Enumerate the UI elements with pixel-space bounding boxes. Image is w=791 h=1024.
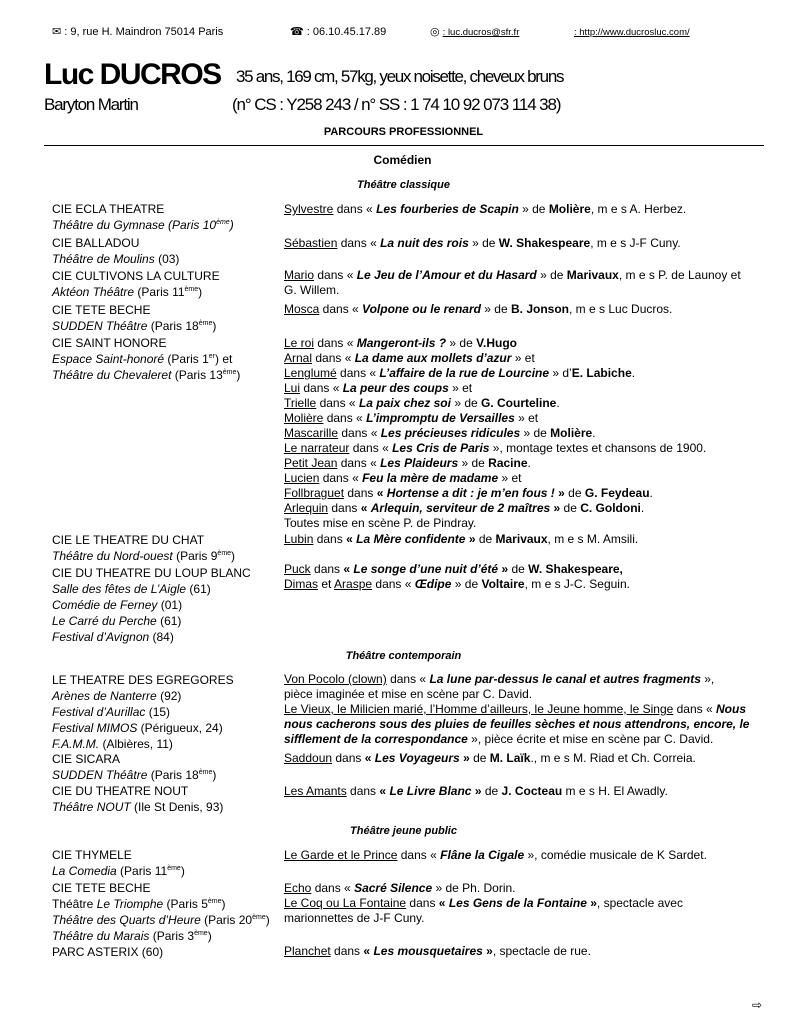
role-theatre-du-chat: Lubin dans « La Mère confidente » de Marivaux, m e s M. Amsili. bbox=[284, 532, 639, 546]
parcours-title: PARCOURS PROFESSIONNEL bbox=[323, 126, 484, 138]
subsection-classique: Théâtre classique bbox=[357, 179, 450, 191]
arrow-right-icon[interactable]: ⇨ bbox=[752, 998, 763, 1012]
actor-description: 35 ans, 169 cm, 57kg, yeux noisette, cheveux bruns bbox=[236, 67, 564, 86]
subsection-contemporain: Théâtre contemporain bbox=[345, 650, 462, 662]
divider bbox=[44, 145, 764, 146]
role-thymele: Le Garde et le Prince dans « Flâne la Cigale », comédie musicale de K Sardet. bbox=[284, 848, 707, 862]
contact-phone: ☎ : 06.10.45.17.89 bbox=[290, 26, 387, 38]
section-title: Comédien bbox=[373, 153, 432, 167]
company-loup-blanc: CIE DU THEATRE DU LOUP BLANC Salle des fêtes de L’Aigle (61) Comédie de Ferney (01) Le Carré du Perche (61) Festival d’Avignon (84) bbox=[52, 566, 251, 644]
company-tete-beche-2: CIE TETE BECHE Théâtre Le Triomphe (Paris 5ème) Théâtre des Quarts d’Heure (Paris 20ème) Théâtre du Marais (Paris 3ème) bbox=[52, 881, 270, 943]
role-balladou: Sébastien dans « La nuit des rois » de W. Shakespeare, m e s J-F Cuny. bbox=[284, 236, 681, 250]
role-tete-beche-1: Mosca dans « Volpone ou le renard » de B. Jonson, m e s Luc Ducros. bbox=[284, 302, 673, 316]
company-sicara: CIE SICARA SUDDEN Théâtre (Paris 18ème) bbox=[52, 752, 217, 782]
role-tete-beche-2: Echo dans « Sacré Silence » de Ph. Dorin. Le Coq ou La Fontaine dans « Les Gens de la Fontaine », spectacle avec marionnettes de J-F Cuny. bbox=[284, 881, 683, 925]
actor-name: Luc DUCROS bbox=[44, 58, 221, 91]
company-cultivons: CIE CULTIVONS LA CULTURE Aktéon Théâtre (Paris 11ème) bbox=[52, 269, 220, 299]
role-nout: Les Amants dans « Le Livre Blanc » de J. Cocteau m e s H. El Awadly. bbox=[284, 784, 668, 798]
company-egregores: LE THEATRE DES EGREGORES Arènes de Nanterre (92) Festival d’Aurillac (15) Festival MIMOS (Périgueux, 24) F.A.M.M. (Albières, 11) bbox=[52, 673, 234, 751]
role-cultivons: Mario dans « Le Jeu de l’Amour et du Hasard » de Marivaux, m e s P. de Launoy et G. Willem. bbox=[284, 268, 741, 297]
telephone-icon: ☎ bbox=[290, 26, 304, 38]
role-loup-blanc: Puck dans « Le songe d’une nuit d’été » de W. Shakespeare, Dimas et Araspe dans « Œdipe » de Voltaire, m e s J-C. Seguin. bbox=[284, 562, 630, 591]
company-saint-honore: CIE SAINT HONORE Espace Saint-honoré (Paris 1er) et Théâtre du Chevaleret (Paris 13ème) bbox=[52, 336, 241, 382]
envelope-icon: ✉ bbox=[52, 26, 62, 38]
company-theatre-du-chat: CIE LE THEATRE DU CHAT Théâtre du Nord-ouest (Paris 9ème) bbox=[52, 533, 236, 563]
role-sicara: Saddoun dans « Les Voyageurs » de M. Laïk., m e s M. Riad et Ch. Correia. bbox=[284, 751, 696, 765]
company-parc-asterix: PARC ASTERIX (60) bbox=[52, 945, 164, 959]
role-ecla: Sylvestre dans « Les fourberies de Scapin » de Molière, m e s A. Herbez. bbox=[284, 202, 687, 216]
role-saint-honore: Le roi dans « Mangeront-ils ? » de V.Hugo Arnal dans « La dame aux mollets d’azur » et Lenglumé dans « L’affaire de la rue de Lourcine » d’E. Labiche. Lui dans « La peur des coups » et Trielle dans « La paix chez soi » de G. Courteline. Molière dans « L’impromptu de Versailles » et Mascarille dans « Les précieuses ridicules » de Molière. Le narrateur dans « Les Cris de Paris », montage textes et chansons de 1900. Petit Jean dans « Les Plaideurs » de Racine. Lucien dans « Feu la mère de madame » et Follbraguet dans « Hortense a dit : je m’en fous ! » de G. Feydeau. Arlequin dans « Arlequin, serviteur de 2 maîtres » de C. Goldoni. Toutes mise en scène P. de Pindray. bbox=[284, 336, 707, 530]
contact-website[interactable]: : http://www.ducrosluc.com/ bbox=[574, 27, 690, 38]
company-thymele: CIE THYMELE La Comedia (Paris 11ème) bbox=[52, 848, 185, 878]
id-numbers: (n° CS : Y258 243 / n° SS : 1 74 10 92 073 114 38) bbox=[232, 95, 561, 114]
contact-email[interactable]: ◎ : luc.ducros@sfr.fr bbox=[430, 26, 520, 38]
company-balladou: CIE BALLADOU Théâtre de Moulins (03) bbox=[52, 236, 180, 266]
role-egregores: Von Pocolo (clown) dans « La lune par-dessus le canal et autres fragments », pièce imaginée et mise en scène par C. David. Le Vieux, le Milicien marié, l’Homme d’ailleurs, le Jeune homme, le Singe dans « Nous nous cacherons sous des pluies de feuilles sèches et nous attendrons, encore, le sifflement de la correspondance », pièce écrite et mise en scène par C. David. bbox=[284, 672, 750, 746]
role-parc-asterix: Planchet dans « Les mousquetaires », spectacle de rue. bbox=[284, 944, 591, 958]
subsection-jeune-public: Théâtre jeune public bbox=[350, 825, 457, 837]
voice-type: Baryton Martin bbox=[44, 95, 138, 114]
contact-address: ✉ : 9, rue H. Maindron 75014 Paris bbox=[52, 26, 224, 38]
company-ecla: CIE ECLA THEATRE Théâtre du Gymnase (Paris 10ème) bbox=[52, 202, 234, 232]
company-tete-beche-1: CIE TETE BECHE SUDDEN Théâtre (Paris 18ème) bbox=[52, 303, 217, 333]
company-nout: CIE DU THEATRE NOUT Théâtre NOUT (Ile St Denis, 93) bbox=[52, 784, 224, 814]
at-icon: ◎ bbox=[430, 26, 440, 38]
